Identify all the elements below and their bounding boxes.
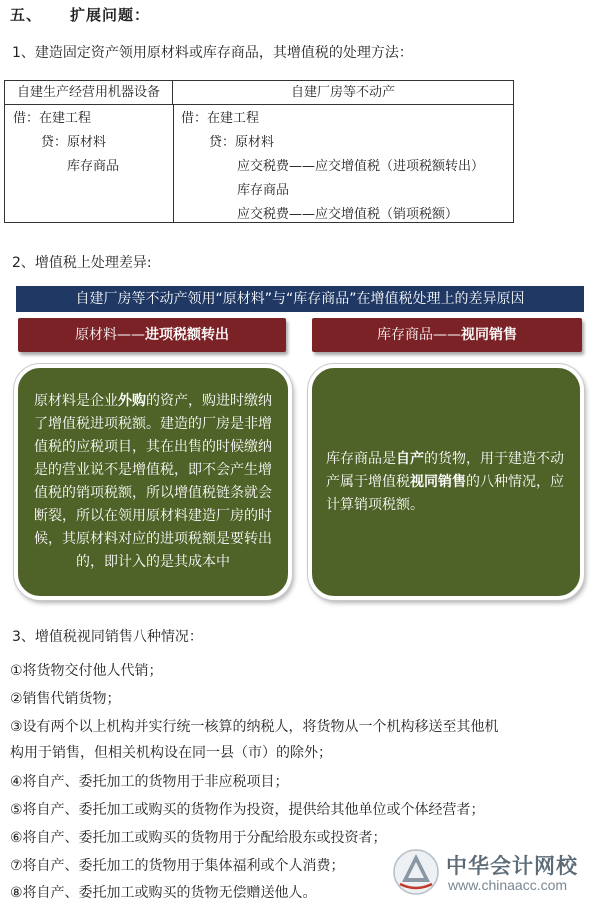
inventory-tab xyxy=(312,318,582,352)
list-item: ⑧将自产、委托加工或购买的货物无偿赠送他人。 xyxy=(10,885,317,901)
col1-credit-line: 库存商品 xyxy=(67,159,120,174)
raw-materials-tab-label: 原材料—— xyxy=(75,327,145,343)
question-3: 3、增值税视同销售八种情况： xyxy=(12,629,203,645)
journal-entry-table xyxy=(4,80,514,223)
section-title: 扩展问题： xyxy=(70,6,151,24)
list-item: ⑥将自产、委托加工或购买的货物用于分配给股东或投资者； xyxy=(10,830,387,846)
explanation-emphasis: 自产 xyxy=(396,450,424,467)
explanation-text: 的资产，购进时缴纳了增值税进项税额。建造的厂房是非增值税的应税项目，其在出售的时候缴纳是的营业说不是增值税，即不会产生增值税的销项税额，所以增值税链条就会断裂，所以在领用原材料建造厂房的时候，其原材料对应的进项税额是要转出的，即计入的是其成本中 xyxy=(34,393,272,570)
col2-credit-line: 库存商品 xyxy=(237,183,290,198)
question-1: 1、建造固定资产领用原材料或库存商品，其增值税的处理方法： xyxy=(12,45,413,61)
logo-name: 中华会计网校 xyxy=(446,854,578,878)
chinaacc-logo-icon xyxy=(392,848,440,896)
col2-credit-line: 应交税费——应交增值税（进项税额转出） xyxy=(237,159,485,174)
question-2: 2、增值税上处理差异: xyxy=(12,255,152,271)
raw-materials-card xyxy=(14,364,292,600)
inventory-card xyxy=(308,364,584,600)
section-number: 五、 xyxy=(10,6,43,24)
list-item: 构用于销售，但相关机构设在同一县（市）的除外； xyxy=(10,745,332,761)
col2-credit-line: 贷：原材料 xyxy=(209,135,275,150)
explanation-text: 的货物，用于建造不动产属于增值税 xyxy=(326,450,564,490)
raw-materials-tab-emphasis: 进项税额转出 xyxy=(145,327,229,343)
logo-url: www.chinaacc.com xyxy=(448,877,568,893)
explanation-text: 库存商品是 xyxy=(326,450,396,467)
explanation-emphasis: 外购 xyxy=(118,393,146,409)
table-header-real-estate: 自建厂房等不动产 xyxy=(173,81,513,105)
explanation-emphasis: 视同销售 xyxy=(410,473,466,490)
list-item: ⑦将自产、委托加工的货物用于集体福利或个人消费； xyxy=(10,858,345,874)
list-item: ②销售代销货物； xyxy=(10,691,121,707)
explanation-text: 的八种情况，应计算销项税额。 xyxy=(326,473,564,513)
inventory-tab-label: 库存商品—— xyxy=(377,327,461,343)
inventory-tab-emphasis: 视同销售 xyxy=(461,327,517,343)
list-item: ③设有两个以上机构并实行统一核算的纳税人，将货物从一个机构移送至其他机 xyxy=(10,719,499,735)
section-heading xyxy=(10,4,150,25)
explanation-text: 原材料是企业 xyxy=(34,393,118,409)
raw-materials-explanation xyxy=(32,390,274,574)
inventory-explanation xyxy=(326,448,566,517)
diagram-banner: 自建厂房等不动产领用“原材料”与“库存商品”在增值税处理上的差异原因 xyxy=(16,286,584,312)
list-item: ①将货物交付他人代销； xyxy=(10,663,163,679)
raw-materials-tab xyxy=(18,318,286,352)
chinaacc-logo xyxy=(392,842,588,902)
col2-credit-line: 应交税费——应交增值税（销项税额） xyxy=(237,207,459,222)
col1-debit-line: 借：在建工程 xyxy=(13,111,92,126)
table-header-machinery: 自建生产经营用机器设备 xyxy=(5,81,173,105)
list-item: ④将自产、委托加工的货物用于非应税项目； xyxy=(10,774,289,790)
col1-credit-line: 贷：原材料 xyxy=(41,135,107,150)
list-item: ⑤将自产、委托加工或购买的货物作为投资，提供给其他单位或个体经营者； xyxy=(10,802,485,818)
table-divider xyxy=(173,105,174,222)
col2-debit-line: 借：在建工程 xyxy=(181,111,260,126)
